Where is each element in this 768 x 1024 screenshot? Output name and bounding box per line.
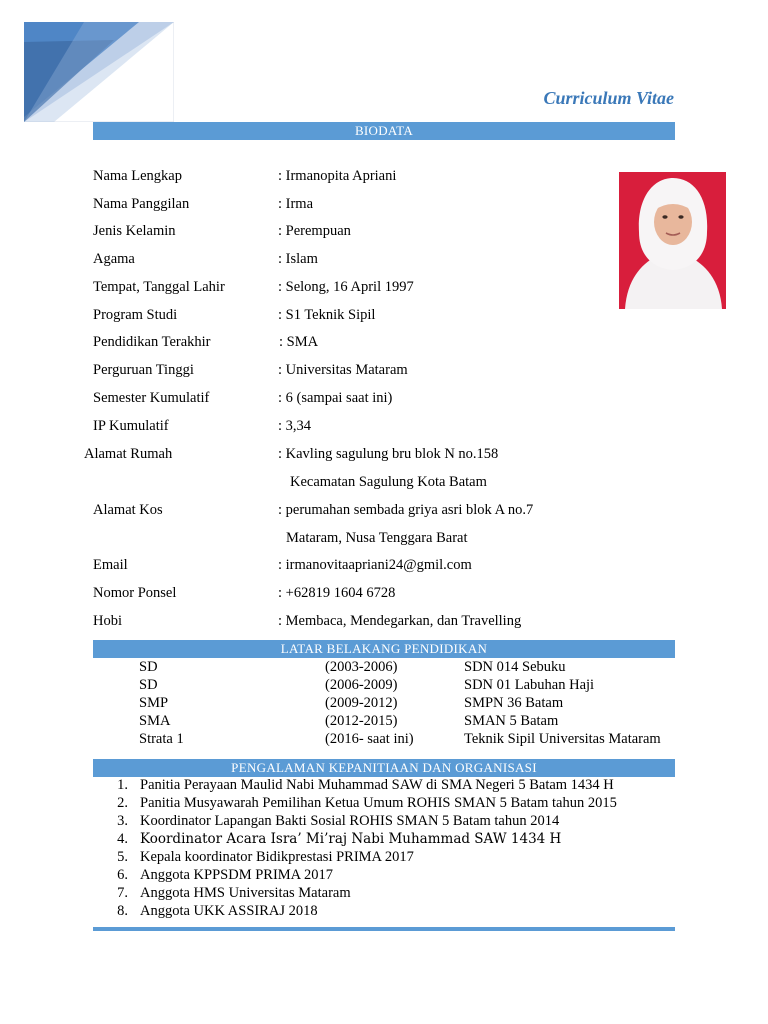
bio-label: Agama	[93, 251, 135, 267]
bio-row	[0, 416, 620, 436]
education-school: SDN 014 Sebuku	[464, 659, 566, 675]
bio-label: IP Kumulatif	[93, 418, 169, 434]
education-row	[0, 712, 768, 730]
list-item	[112, 830, 712, 848]
list-number: 1.	[117, 777, 128, 793]
bio-value: : Islam	[278, 251, 318, 267]
list-text: Koordinator Lapangan Bakti Sosial ROHIS SMAN 5 Batam tahun 2014	[140, 813, 560, 829]
bio-value: : Selong, 16 April 1997	[278, 279, 414, 295]
bio-row	[0, 332, 620, 352]
education-row	[0, 730, 768, 748]
bio-value-continuation: Mataram, Nusa Tenggara Barat	[286, 530, 468, 546]
bio-value: : 6 (sampai saat ini)	[278, 390, 393, 406]
list-item	[112, 812, 712, 830]
list-number: 8.	[117, 903, 128, 919]
list-text: Anggota UKK ASSIRAJ 2018	[140, 903, 318, 919]
education-row	[0, 694, 768, 712]
education-school: Teknik Sipil Universitas Mataram	[464, 731, 661, 747]
bio-row	[0, 583, 620, 603]
education-row	[0, 676, 768, 694]
list-item	[112, 848, 712, 866]
education-years: (2012-2015)	[325, 713, 398, 729]
bio-label: Semester Kumulatif	[93, 390, 210, 406]
bio-value: : S1 Teknik Sipil	[278, 307, 376, 323]
section-header-biodata: BIODATA	[93, 122, 675, 140]
corner-decoration	[24, 22, 174, 122]
education-school: SMPN 36 Batam	[464, 695, 564, 711]
bio-value: : SMA	[279, 334, 319, 350]
bio-row	[0, 555, 620, 575]
list-number: 7.	[117, 885, 128, 901]
bio-label: Tempat, Tanggal Lahir	[93, 279, 225, 295]
education-level: SMA	[139, 713, 171, 729]
list-number: 2.	[117, 795, 128, 811]
section-header-organisasi: PENGALAMAN KEPANITIAAN DAN ORGANISASI	[93, 759, 675, 777]
list-item	[112, 884, 712, 902]
education-school: SMAN 5 Batam	[464, 713, 559, 729]
list-text: Panitia Musyawarah Pemilihan Ketua Umum ROHIS SMAN 5 Batam tahun 2015	[140, 795, 617, 811]
bio-value: : irmanovitaapriani24@gmil.com	[278, 557, 472, 573]
bio-value-continuation: Kecamatan Sagulung Kota Batam	[290, 474, 487, 490]
list-item	[112, 902, 712, 920]
list-text: Anggota HMS Universitas Mataram	[140, 885, 351, 901]
list-item	[112, 776, 712, 794]
list-text: Koordinator Acara Isra’ Mi’raj Nabi Muhammad SAW 1434 H	[140, 831, 562, 847]
education-level: Strata 1	[139, 731, 184, 747]
bio-label: Alamat Kos	[93, 502, 163, 518]
list-item	[112, 794, 712, 812]
bio-label: Nomor Ponsel	[93, 585, 177, 601]
list-text: Panitia Perayaan Maulid Nabi Muhammad SAW di SMA Negeri 5 Batam 1434 H	[140, 777, 614, 793]
education-years: (2009-2012)	[325, 695, 398, 711]
list-text: Kepala koordinator Bidikprestasi PRIMA 2017	[140, 849, 414, 865]
education-level: SMP	[139, 695, 169, 711]
bio-row	[0, 305, 620, 325]
bio-row	[0, 194, 620, 214]
list-number: 6.	[117, 867, 128, 883]
bio-label: Jenis Kelamin	[93, 223, 176, 239]
list-number: 3.	[117, 813, 128, 829]
list-text: Anggota KPPSDM PRIMA 2017	[140, 867, 333, 883]
bio-value: : Membaca, Mendegarkan, dan Travelling	[278, 613, 522, 629]
bio-row	[0, 277, 620, 297]
profile-photo	[619, 172, 726, 309]
bio-label: Program Studi	[93, 307, 178, 323]
bio-value: : +62819 1604 6728	[278, 585, 396, 601]
education-years: (2003-2006)	[325, 659, 398, 675]
list-number: 5.	[117, 849, 128, 865]
bio-row	[0, 360, 620, 380]
bio-label: Nama Panggilan	[93, 196, 190, 212]
bio-label: Email	[93, 557, 128, 573]
organisation-list	[112, 776, 712, 920]
bio-label: Hobi	[93, 613, 122, 629]
list-item	[112, 866, 712, 884]
bio-row	[0, 388, 620, 408]
education-school: SDN 01 Labuhan Haji	[464, 677, 595, 693]
bio-label: Alamat Rumah	[84, 446, 173, 462]
bio-row	[0, 166, 620, 186]
bio-row	[0, 221, 620, 241]
bio-value: : Universitas Mataram	[278, 362, 408, 378]
education-years: (2006-2009)	[325, 677, 398, 693]
education-level: SD	[139, 659, 158, 675]
education-years: (2016- saat ini)	[325, 731, 414, 747]
bio-label: Perguruan Tinggi	[93, 362, 194, 378]
bio-value: : perumahan sembada griya asri blok A no.7	[278, 502, 534, 518]
education-row	[0, 658, 768, 676]
bio-value: : Irma	[278, 196, 314, 212]
bio-value: : 3,34	[278, 418, 312, 434]
document-title: Curriculum Vitae	[543, 88, 674, 108]
section-header-pendidikan: LATAR BELAKANG PENDIDIKAN	[93, 640, 675, 658]
bio-label: Nama Lengkap	[93, 168, 182, 184]
bio-row	[0, 611, 620, 631]
bio-row	[0, 444, 620, 464]
list-number: 4.	[117, 831, 128, 847]
bio-value: : Irmanopita Apriani	[278, 168, 397, 184]
bio-value: : Kavling sagulung bru blok N no.158	[278, 446, 499, 462]
bio-label: Pendidikan Terakhir	[93, 334, 211, 350]
bio-row	[0, 249, 620, 269]
education-level: SD	[139, 677, 158, 693]
bio-value: : Perempuan	[278, 223, 351, 239]
bio-row	[0, 500, 620, 520]
footer-divider	[93, 927, 675, 931]
